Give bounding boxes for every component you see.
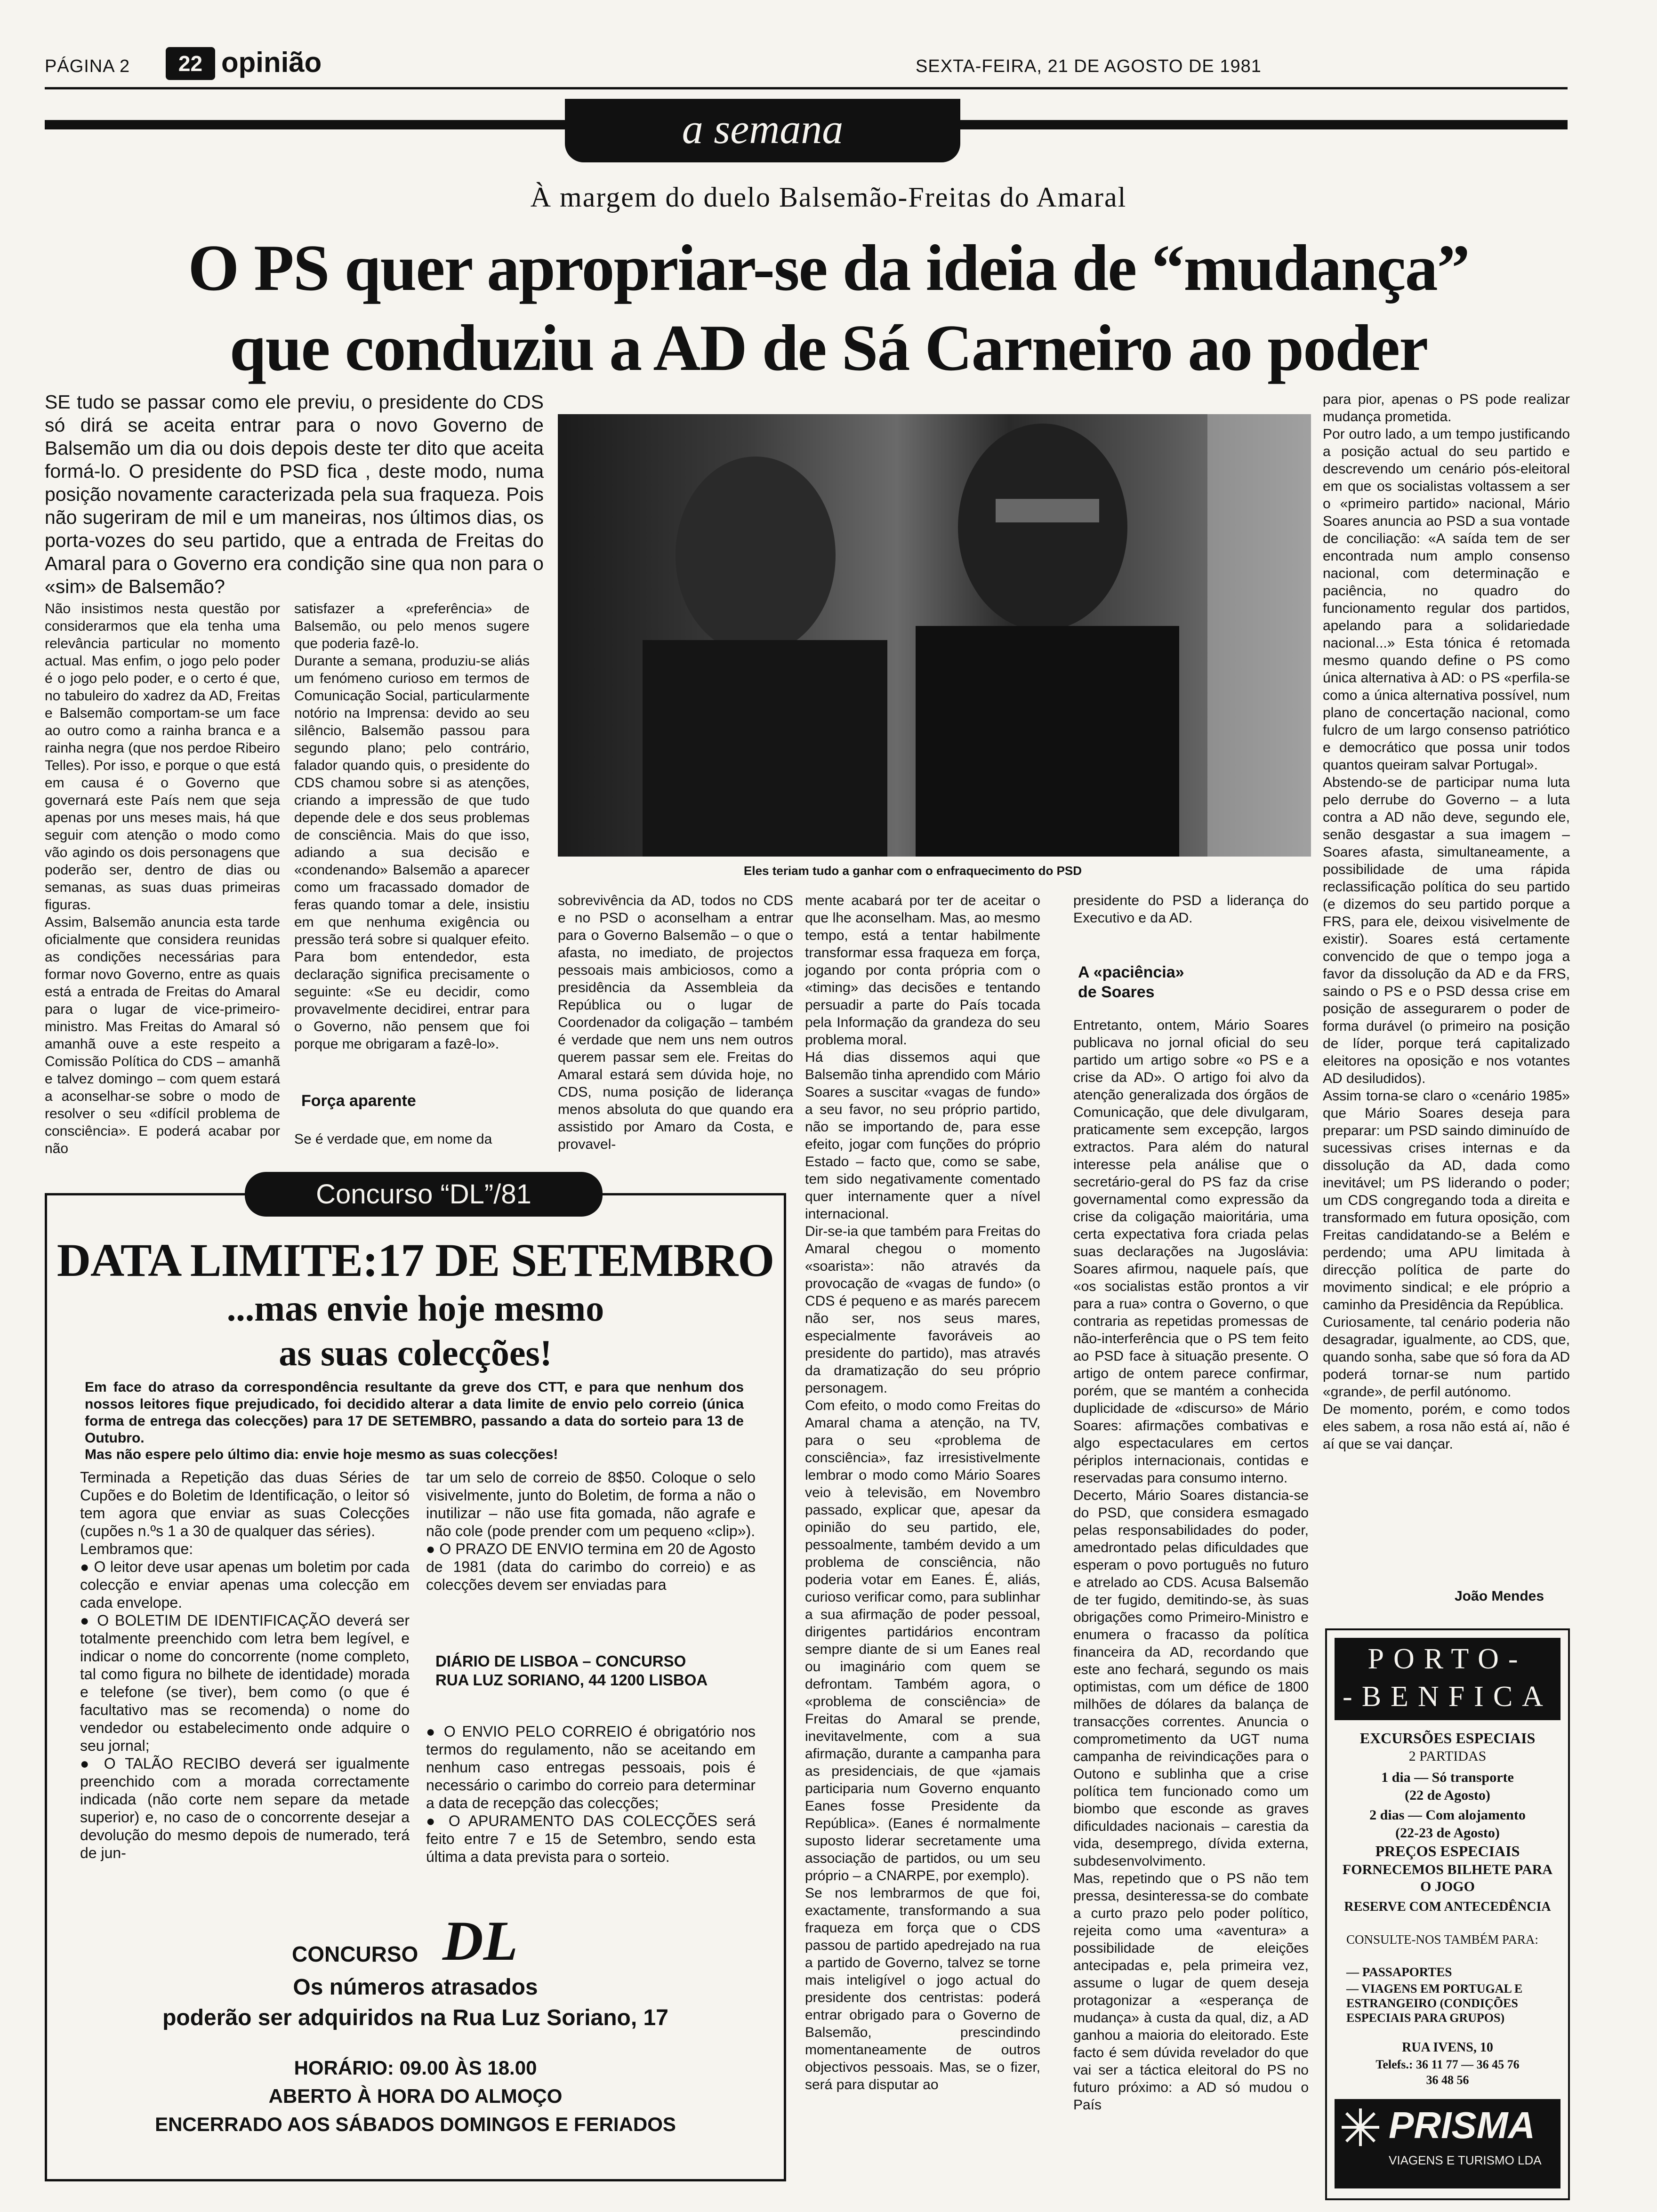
ad-precos: PREÇOS ESPECIAIS bbox=[1375, 1843, 1520, 1859]
kicker: À margem do duelo Balsemão-Freitas do Amaral bbox=[530, 182, 1127, 213]
ad-passaportes: — PASSAPORTES bbox=[1346, 1965, 1452, 1979]
contest-lunch: ABERTO À HORA DO ALMOÇO bbox=[268, 2085, 563, 2107]
article-col4: mente acabará por ter de aceitar o que lhe aconselham. Mas, ao mesmo tempo, está a tentar habilmente transformar essa fraqueza em força, jogando por conta própria com o «timing» das decisões e tentando persuadir a parte do País tocada pela Informação da grandeza do seu problema moral. Há dias dissemos aqui que Balsemão tinha aprendido com Mário Soares a suscitar «vagas de fundo» a seu favor, no seu próprio partido, não se importando de, para esse efeito, jogar com funções do próprio Estado – facto que, como se sabe, tem sido negativamente comentado quer internamente quer a nível internacional. Dir-se-ia que também para Freitas do Amaral chegou o momento «soarista»: não através da provocação de «vagas de fundo» (o CDS é pequeno e as marés parecem não ser, nos seus mares, especialmente favoráveis ao presidente do partido), mas através da dramatização do seu próprio personagem. Com efeito, o modo como Freitas do Amaral chama a atenção, na TV, para o seu «problema de consciência», faz irresistivelmente lembrar o modo como Mário Soares veio à televisão, em Novembro passado, explicar que, apesar da opinião do seu partido, ele, pessoalmente, também devido a um problema de consciência, não poderia votar em Eanes. É, aliás, curioso verificar como, para sublinhar a sua afirmação de poder pessoal, dirigentes partidários encontram sempre diante de si um Eanes real ou imaginário com quem se defrontam. Também agora, o «problema de consciência» de Freitas do Amaral se prende, inevitavelmente, com a sua afirmação, durante a campanha para as presidenciais, de que «jamais participaria num Governo enquanto Eanes fosse Presidente da República». (Eanes é normalmente suposto liderar secretamente uma associação de partidos, ou um seu próprio – a CNARPE, por exemplo). Se nos lembrarmos de que foi, exactamente, transformando a sua fraqueza em força que o CDS passou de partido apedrejado na rua a partido de Governo, talvez se torne mais inteligível o jogo actual do presidente dos centristas: poderá entrar obrigado para o Governo de Balsemão, prescindindo momentaneamente de outros objectivos pessoais. Mas, se o fizer, será para disputar ao bbox=[805, 893, 1040, 2092]
contest-sub2: as suas colecções! bbox=[279, 1332, 552, 1373]
contest-deadline: DATA LIMITE:17 DE SETEMBRO bbox=[56, 1234, 774, 1286]
ad-consulte: CONSULTE-NOS TAMBÉM PARA: bbox=[1346, 1932, 1538, 1947]
contest-tab: Concurso “DL”/81 bbox=[245, 1172, 603, 1217]
contest-address: DIÁRIO DE LISBOA – CONCURSO RUA LUZ SORIANO, 44 1200 LISBOA bbox=[435, 1652, 708, 1689]
ad-title1: PORTO- bbox=[1367, 1643, 1528, 1675]
ad-brand: PRISMA bbox=[1389, 2104, 1536, 2146]
photo-caption: Eles teriam tudo a ganhar com o enfraquecimento do PSD bbox=[744, 864, 1082, 878]
ad-viagens: — VIAGENS EM PORTUGAL E ESTRANGEIRO (CONDIÇÕES ESPECIAIS PARA GRUPOS) bbox=[1346, 1982, 1523, 2025]
ad-dia2b: (22-23 de Agosto) bbox=[1395, 1825, 1500, 1841]
article-col2: satisfazer a «preferência» de Balsemão, ou pelo menos sugere que poderia fazê-lo. Durante a semana, produziu-se aliás um fenómeno curioso em termos de Comunicação Social, particularmente notório na Imprensa: devido ao seu silêncio, Balsemão passou para segundo plano; pelo contrário, falador quando quis, o presidente do CDS chamou sobre si as atenções, criando a impressão de que tudo depende dele e dos seus problemas de consciência. Mais do que isso, adiando a sua decisão e «condenando» Balsemão a aparecer como um fracassado domador de feras quando tomar a dele, insistiu em que nenhuma exigência ou pressão terá sobre si qualquer efeito. Para bom entendedor, esta declaração significa precisamente o seguinte: «Se eu decidir, como provavelmente decidirei, entrar para o Governo, não pensem que foi porque me obrigaram a fazê-lo». bbox=[294, 601, 530, 1052]
article-col5b: Entretanto, ontem, Mário Soares publicava no jornal oficial do seu partido um artigo sobre «o PS e a crise da AD». O artigo foi alvo da atenção generalizada dos órgãos de Comunicação, que dele divulgaram, praticamente sem excepção, largos extractos. Para além do natural interesse pela análise que o secretário-geral do PS faz da crise governamental como expressão da crise da coligação maioritária, uma certa expectativa fora criada pelas suas declarações na Jugoslávia: Soares afirmou, naquele país, que «os socialistas estão prontos a vir para a rua» contra o Governo, o que contraria as repetidas promessas de não-interferência que o PS tem feito ao PSD face à situação presente. O artigo de ontem parece confirmar, porém, que se mantém a conhecida duplicidade de «discurso» de Mário Soares: afirmações combativas e algo espectaculares em certos périplos internacionais, contidas e reservadas para consumo interno. Decerto, Mário Soares distancia-se do PSD, que considera esmagado pelas responsabilidades do poder, amedrontado pelas dificuldades que esperam o povo português no futuro e atrelado ao CDS. Acusa Balsemão de ter fugido, demitindo-se, às suas obrigações como Primeiro-Ministro e enumera o fracasso da política financeira da AD, recordando que este ano fechará, segundo os mais optimistas, com um défice de 1800 milhões de dólares da balança de transacções correntes. Anuncia o comprometimento da UGT numa campanha de reivindicações para o Outono e sublinha que a crise política tem funcionado como um biombo que esconde as graves dificuldades nacionais – carestia da vida, desemprego, dívida externa, subdesenvolvimento. Mas, repetindo que o PS não tem pressa, desinteressa-se do combate a curto prazo pelo poder político, rejeita como uma «aventura» a possibilidade de eleições antecipadas e, pela primeira vez, assume o lugar de quem deseja protagonizar a «esperança de mudança» à custa da qual, diz, a AD ganhou a maioria do eleitorado. Este facto é sem dúvida revelador do que vai ser a táctica eleitoral do PS no futuro próximo: a AD só mudou o País bbox=[1073, 1018, 1309, 2113]
contest-sub1: ...mas envie hoje mesmo bbox=[226, 1288, 604, 1329]
prisma-logo-icon bbox=[1339, 2106, 1382, 2148]
ad-excursoes: EXCURSÕES ESPECIAIS bbox=[1359, 1730, 1536, 1747]
author: João Mendes bbox=[1455, 1588, 1544, 1604]
page-number-badge: 22 bbox=[166, 47, 215, 80]
contest-closed: ENCERRADO AOS SÁBADOS DOMINGOS E FERIADOS bbox=[155, 2113, 676, 2135]
ad-fornecemos: FORNECEMOS BILHETE PARA O JOGO bbox=[1342, 1862, 1553, 1894]
section-banner: a semana bbox=[565, 99, 960, 162]
article-col3: sobrevivência da AD, todos no CDS e no PSD o aconselham a entrar para o Governo Balsemão – o que o afasta, no imediato, de projectos pessoais mais ambiciosos, como a presidência da Assembleia da República ou o lugar de Coordenador da coligação – também é verdade que nem uns nem outros querem passar sem ele. Freitas do Amaral estará sem dúvida hoje, no CDS, numa posição de liderança menos absoluta do que quando era assistido por Amaro da Costa, e provavel- bbox=[558, 893, 793, 1152]
subhead-forca: Força aparente bbox=[301, 1092, 416, 1110]
ad-tel: Telefs.: 36 11 77 — 36 45 76 bbox=[1375, 2058, 1520, 2071]
contest-footer-title: CONCURSO bbox=[292, 1942, 418, 1966]
ad-partidas: 2 PARTIDAS bbox=[1408, 1748, 1487, 1764]
lead-paragraph: SE tudo se passar como ele previu, o presidente do CDS só dirá se aceita entrar para o novo Governo de Balsemão um dia ou dois depois deste ter dito que aceita formá-lo. O presidente do PSD fica , deste modo, numa posição novamente caracterizada pela sua fraqueza. Pois não sugeriram de mil e um maneiras, nos últimos dias, os porta-vozes do seu partido, que a entrada de Freitas do Amaral para o Governo era condição sine qua non para o «sim» de Balsemão? bbox=[45, 391, 544, 597]
contest-footer-line2: poderão ser adquiridos na Rua Luz Soriano, 17 bbox=[162, 2005, 668, 2030]
ad-brand-sub: VIAGENS E TURISMO LDA bbox=[1389, 2153, 1542, 2167]
photo-figures bbox=[558, 414, 1311, 857]
ad-dia1: 1 dia — Só transporte bbox=[1381, 1770, 1514, 1785]
issue-date: SEXTA-FEIRA, 21 DE AGOSTO DE 1981 bbox=[916, 56, 1262, 76]
contest-right-col: tar um selo de correio de 8$50. Coloque o selo visivelmente, junto do Boletim, de forma a não o inutilizar – não use fita gomada, não agrafe e não cole (pode prender com um pequeno «clip»). ● O PRAZO DE ENVIO termina em 20 de Agosto de 1981 (data do carimbo do correio) e as colecções devem ser enviadas para bbox=[426, 1469, 756, 1593]
ad-rua: RUA IVENS, 10 bbox=[1402, 2040, 1493, 2055]
top-rule bbox=[45, 87, 1568, 89]
contest-notice: Em face do atraso da correspondência resultante da greve dos CTT, e para que nenhum dos nossos leitores fique prejudicado, foi decidido alterar a data limite de envio pelo correio (única forma de entrega das colecções) para 17 DE SETEMBRO, passando a data do sorteio para 13 de Outubro. bbox=[85, 1379, 744, 1446]
article-col5: presidente do PSD a liderança do Executivo e da AD. bbox=[1073, 893, 1309, 926]
headline-line1: O PS quer apropriar-se da ideia de “mudança” bbox=[188, 232, 1469, 305]
ad-title2: -BENFICA bbox=[1343, 1681, 1552, 1713]
ad-dia2: 2 dias — Com alojamento bbox=[1369, 1807, 1526, 1823]
contest-right-col2: ● O ENVIO PELO CORREIO é obrigatório nos termos do regulamento, não se aceitando em nenhum caso entregas pessoais, pois é necessário o carimbo do correio para determinar a data de recepção das colecções; ● O APURAMENTO DAS COLECÇÕES será feito entre 7 e 15 de Setembro, sendo esta última a data prevista para o sorteio. bbox=[426, 1723, 756, 1865]
page-label: PÁGINA 2 bbox=[45, 56, 130, 76]
section-name: opinião bbox=[221, 47, 322, 78]
contest-hours: HORÁRIO: 09.00 ÀS 18.00 bbox=[294, 2057, 537, 2079]
contest-footer-line1: Os números atrasados bbox=[293, 1975, 538, 2000]
contest-notice2: Mas não espere pelo último dia: envie hoje mesmo as suas colecções! bbox=[85, 1447, 558, 1462]
contest-footer-logo: DL bbox=[442, 1909, 518, 1972]
ad-reserve: RESERVE COM ANTECEDÊNCIA bbox=[1344, 1899, 1551, 1914]
ad-dia1b: (22 de Agosto) bbox=[1405, 1787, 1490, 1803]
article-col6: para pior, apenas o PS pode realizar mudança prometida. Por outro lado, a um tempo justificando a posição actual do seu partido e descrevendo um cenário pós-eleitoral em que os socialistas voltassem a ser o «primeiro partido» nacional, Mário Soares anuncia ao PSD a sua vontade de conciliação: «A saída tem de ser encontrada num amplo consenso nacional, com determinação e paciência, no quadro do funcionamento regular dos partidos, apelando para a solidariedade nacional...» Esta tónica é retomada mesmo quando define o PS como única alternativa à AD: o PS «perfila-se como a única alternativa possível, num plano de concertação nacional, como fulcro de um largo consenso patriótico e democrático que possa unir todos quantos queiram salvar Portugal». Abstendo-se de participar numa luta pelo derrube do Governo – a luta contra a AD não deve, segundo ele, senão desgastar a sua imagem – Soares afasta, simultaneamente, a possibilidade de uma rápida reclassificação política do seu partido (e dizemos do seu partido porque a FRS, para ele, deixou visivelmente de existir). Soares está certamente convencido de que o tempo joga a favor da dissolução da AD e da FRS, saindo o PS e o PSD dessa crise em posição de assegurarem o poder de forma durável (o primeiro na posição de líder, porque terá capitalizado eleitores na oposição e nos votantes AD desiludidos). Assim torna-se claro o «cenário 1985» que Mário Soares deseja para preparar: um PSD saindo diminuído de sucessivas crises internas e da dissolução da AD, dada como inevitável; um PS liderando o poder; um CDS congregando toda a direita e transformado em futura oposição, com Freitas candidatando-se a Belém e perdendo; uma APU limitada à direcção política de parte do movimento sindical; e ele próprio a caminho da Presidência da República. Curiosamente, tal cenário poderia não desagradar, igualmente, ao CDS, que, quando sonha, sabe que só fora da AD poderá tornar-se num partido «grande», de perfil autónomo. De momento, porém, e como todos eles sabem, a rosa não está aí, não é aí que se vai dançar. bbox=[1323, 392, 1570, 1452]
article-col2-tail: Se é verdade que, em nome da bbox=[294, 1131, 492, 1147]
contest-left-col: Terminada a Repetição das duas Séries de Cupões e do Boletim de Identificação, o leitor só tem agora que enviar as suas Colecções (cupões n.ºs 1 a 30 de qualquer das séries). Lembramos que: ● O leitor deve usar apenas um boletim por cada colecção e enviar apenas uma colecção em cada envelope. ● O BOLETIM DE IDENTIFICAÇÃO deverá ser totalmente preenchido com letra bem legível, e indicar o nome do concorrente (nome completo, tal como figura no bilhete de identidade) morada e telefone (se tiver), bem como (o que é facultativo mas se recomenda) o nome do vendedor ou estabelecimento onde adquire o seu jornal; ● O TALÃO RECIBO deverá ser igualmente preenchido com a morada correctamente indicada (não corte nem separe da metade superior) e, no caso de o concorrente desejar a devolução do mesmo depois de numerado, terá de jun- bbox=[80, 1469, 410, 1861]
subhead-paciencia: A «paciência» de Soares bbox=[1078, 963, 1184, 1001]
article-col1: Não insistimos nesta questão por considerarmos que ela tenha uma relevância particular no momento actual. Mas enfim, o jogo pelo poder é o jogo pelo poder, e o certo é que, no tabuleiro do xadrez da AD, Freitas e Balsemão comportam-se um face ao outro como a rainha branca e a rainha negra (que nos perdoe Ribeiro Telles). Por isso, e porque o que está em causa é o Governo que governará este País nem que seja apenas por uns meses mais, há que seguir com atenção o modo como vão agindo os dois personagens que poderão ser, dentro de dias ou semanas, as suas duas primeiras figuras. Assim, Balsemão anuncia esta tarde oficialmente que considera reunidas as condições necessárias para formar novo Governo, entre as quais está a entrada de Freitas do Amaral para o lugar de vice-primeiro-ministro. Mas Freitas do Amaral só amanhã ouve a este respeito a Comissão Política do CDS – amanhã e talvez domingo – com quem estará a aconselhar-se sobre o modo de resolver o seu «difícil problema de consciência». E poderá acabar por não bbox=[45, 601, 280, 1156]
article-photo bbox=[558, 414, 1311, 857]
ad-tel2: 36 48 56 bbox=[1426, 2073, 1469, 2087]
headline-line2: que conduziu a AD de Sá Carneiro ao poder bbox=[229, 312, 1428, 385]
